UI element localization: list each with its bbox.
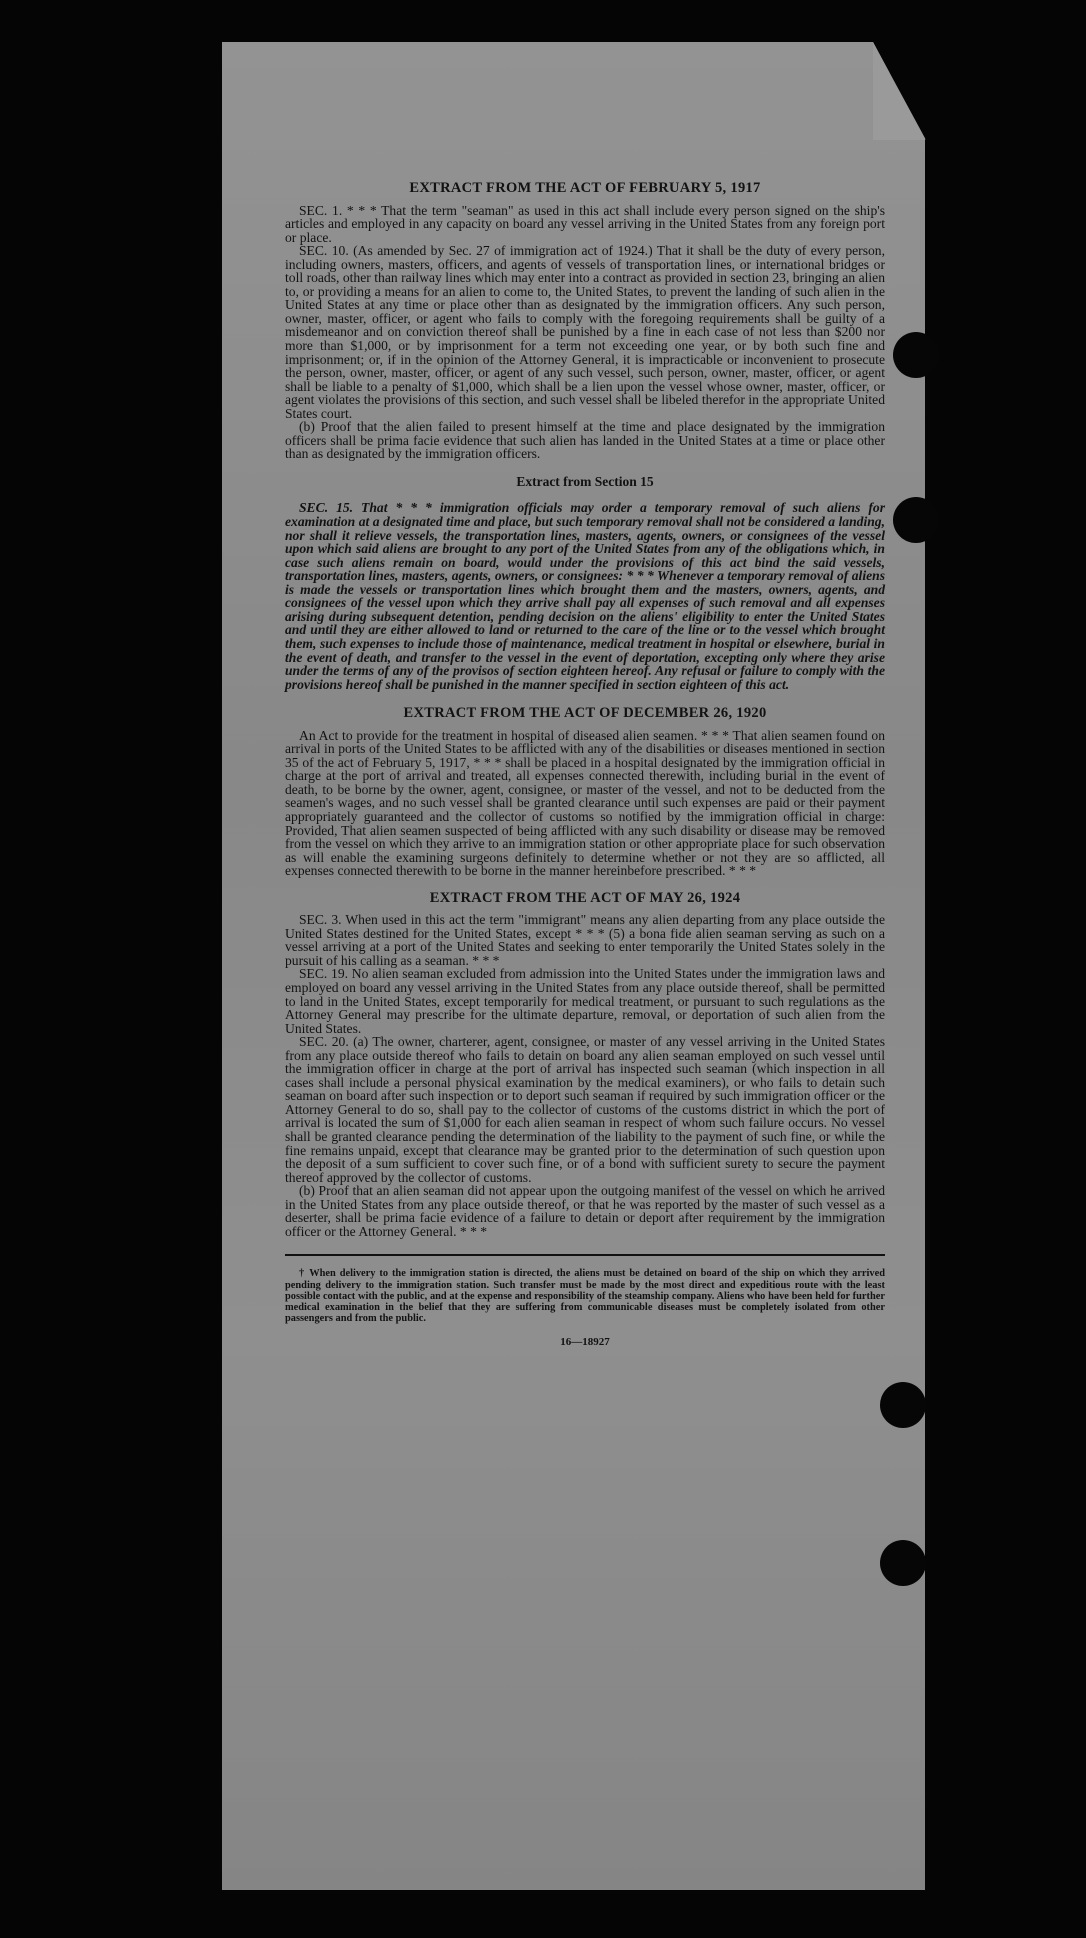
section-20a-paragraph: SEC. 20. (a) The owner, charterer, agent, consignee, or master of any vessel arriving in the United States from any place outside thereof who fails to detain on board any alien seaman employed on such vessel until the immigration officer in charge at the port of arrival has inspected such seaman (which inspection in all cases shall include a personal physical examination by the medical examiners), or who fails to detain such seaman on board after such inspection or to deport such seaman if required by such immigration officer or the Attorney General to do so, shall pay to the collector of customs of the customs district in which the port of arrival is located the sum of $1,000 for each alien seaman in respect of whom such failure occurs. No vessel shall be granted clearance pending the determination of the liability to the payment of such fine, or while the fine remains unpaid, except that clearance may be granted prior to the determination of such question upon the deposit of a sum sufficient to cover such fine, or of a bond with sufficient surety to secure the payment thereof approved by the collector of customs. <box>285 1034 885 1185</box>
folded-corner <box>873 42 926 140</box>
form-number: 16—18927 <box>560 1336 610 1349</box>
document-text <box>285 182 885 1350</box>
section-1-paragraph: SEC. 1. * * * That the term "seaman" as used in this act shall include every person signed on the ship's articles and employed in any capacity on board any vessel arriving in the United States from any foreign port or place. <box>285 202 885 245</box>
section-20b-paragraph: (b) Proof that an alien seaman did not appear upon the outgoing manifest of the vessel on which he arrived in the United States from any place outside thereof, or that he was reported by the master of such vessel as a deserter, shall be prima facie evidence of a failure to detain or deport after requirement by the immigration officer or the Attorney General. * * * <box>285 1183 885 1239</box>
heading-act-1920: EXTRACT FROM THE ACT OF DECEMBER 26, 1920 <box>403 705 767 722</box>
heading-act-1924: EXTRACT FROM THE ACT OF MAY 26, 1924 <box>429 889 741 906</box>
section-3-paragraph: SEC. 3. When used in this act the term "immigrant" means any alien departing from any place outside the United States destined for the United States, except * * * (5) a bona fide alien seaman serving as such on a vessel arriving at a port of the United States and seeking to enter temporarily the United States solely in the pursuit of his calling as a seaman. * * * <box>285 912 885 968</box>
section-10-paragraph: SEC. 10. (As amended by Sec. 27 of immigration act of 1924.) That it shall be the duty of every person, including owners, masters, officers, and agents of vessels of transportation lines, or international bridges or toll roads, other than railway lines which may enter into a contract as provided in section 23, bringing an alien to, or providing a means for an alien to come to, the United States, to prevent the landing of such alien in the United States at any time or place other than as designated by the immigration officers. Any such person, owner, master, officer, or agent who fails to comply with the foregoing requirements shall be guilty of a misdemeanor and on conviction thereof shall be punished by a fine in each case of not less than $200 nor more than $1,000, or by imprisonment for a term not exceeding one year, or by both such fine and imprisonment; or, if in the opinion of the Attorney General, it is impracticable or inconvenient to prosecute the person, owner, master, officer, or agent of any such vessel, such person, owner, master, officer, or agent shall be liable to a penalty of $1,000, which shall be a lien upon the vessel whose owner, master, officer, or agent violates the provisions of this section, and such vessel shall be libeled therefor in the appropriate United States court. <box>285 243 885 421</box>
punch-hole <box>893 332 939 378</box>
footnote-divider <box>285 1254 885 1256</box>
section-10b-paragraph: (b) Proof that the alien failed to present himself at the time and place designated by the immigration officers shall be prima facie evidence that such alien has landed in the United States at a time or place other than as designated by the immigration officers. <box>285 419 885 462</box>
punch-hole <box>880 1382 926 1428</box>
section-19-paragraph: SEC. 19. No alien seaman excluded from admission into the United States under the immigration laws and employed on board any vessel arriving in the United States from any place outside thereof, shall be permitted to land in the United States, except temporarily for medical treatment, or pursuant to such regulations as the Attorney General may prescribe for the ultimate departure, removal, or deportation of such alien from the United States. <box>285 966 885 1036</box>
footnote: † When delivery to the immigration station is directed, the aliens must be detained on board of the ship on which they arrived pending delivery to the immigration station. Such transfer must be made by the most direct and expeditious route with the least possible contact with the public, and at the expense and responsibility of the steamship company. Aliens who have been held for further medical examination in the belief that they are suffering from communicable diseases must be completely isolated from other passengers and from the public. <box>285 1268 885 1325</box>
heading-act-1917: EXTRACT FROM THE ACT OF FEBRUARY 5, 1917 <box>409 180 761 196</box>
punch-hole <box>893 497 939 543</box>
section-15-paragraph: SEC. 15. That * * * immigration officials may order a temporary removal of such aliens for examination at a designated time and place, but such temporary removal shall not be considered a landing, nor shall it relieve vessels, the transportation lines, masters, agents, owners, or consignees of the vessel upon which said aliens are brought to any port of the United States from any of the obligations which, in case such aliens remain on board, would under the provisions of this act bind the said vessels, transportation lines, masters, agents, owners, or consignees: * * * Whenever a temporary removal of aliens is made the vessels or transportation lines which brought them and the masters, owners, agents, and consignees of the vessel upon which they arrive shall pay all expenses of such removal and all expenses arising during subsequent detention, pending decision on the aliens' eligibility to enter the United States and until they are either allowed to land or returned to the care of the line or to the vessel which brought them, such expenses to include those of maintenance, medical treatment in hospital or elsewhere, burial in the event of death, and transfer to the vessel in the event of deportation, excepting only where they arise under the terms of any of the provisos of section eighteen hereof. Any refusal or failure to comply with the provisions hereof shall be punished in the manner specified in section eighteen of this act. <box>285 500 885 692</box>
punch-hole <box>880 1540 926 1586</box>
heading-section-15: Extract from Section 15 <box>516 473 654 489</box>
act-1920-paragraph: An Act to provide for the treatment in hospital of diseased alien seamen. * * * That alien seamen found on arrival in ports of the United States to be afflicted with any of the disabilities or diseases mentioned in section 35 of the act of February 5, 1917, * * * shall be placed in a hospital designated by the immigration official in charge at the port of arrival and treated, all expenses connected therewith, including burial in the event of death, to be borne by the owner, agent, consignee, or master of the vessel, and not to be deducted from the seamen's wages, and no such vessel shall be granted clearance until such expenses are paid or their payment appropriately guaranteed and the collector of customs so notified by the immigration official in charge: Provided, That alien seamen suspected of being afflicted with any such disability or disease may be removed from the vessel on which they arrive to an immigration station or other appropriate place for such observation as will enable the examining surgeons definitely to determine whether or not they are so afflicted, all expenses connected therewith to be borne in the manner hereinbefore prescribed. * * * <box>285 727 885 879</box>
